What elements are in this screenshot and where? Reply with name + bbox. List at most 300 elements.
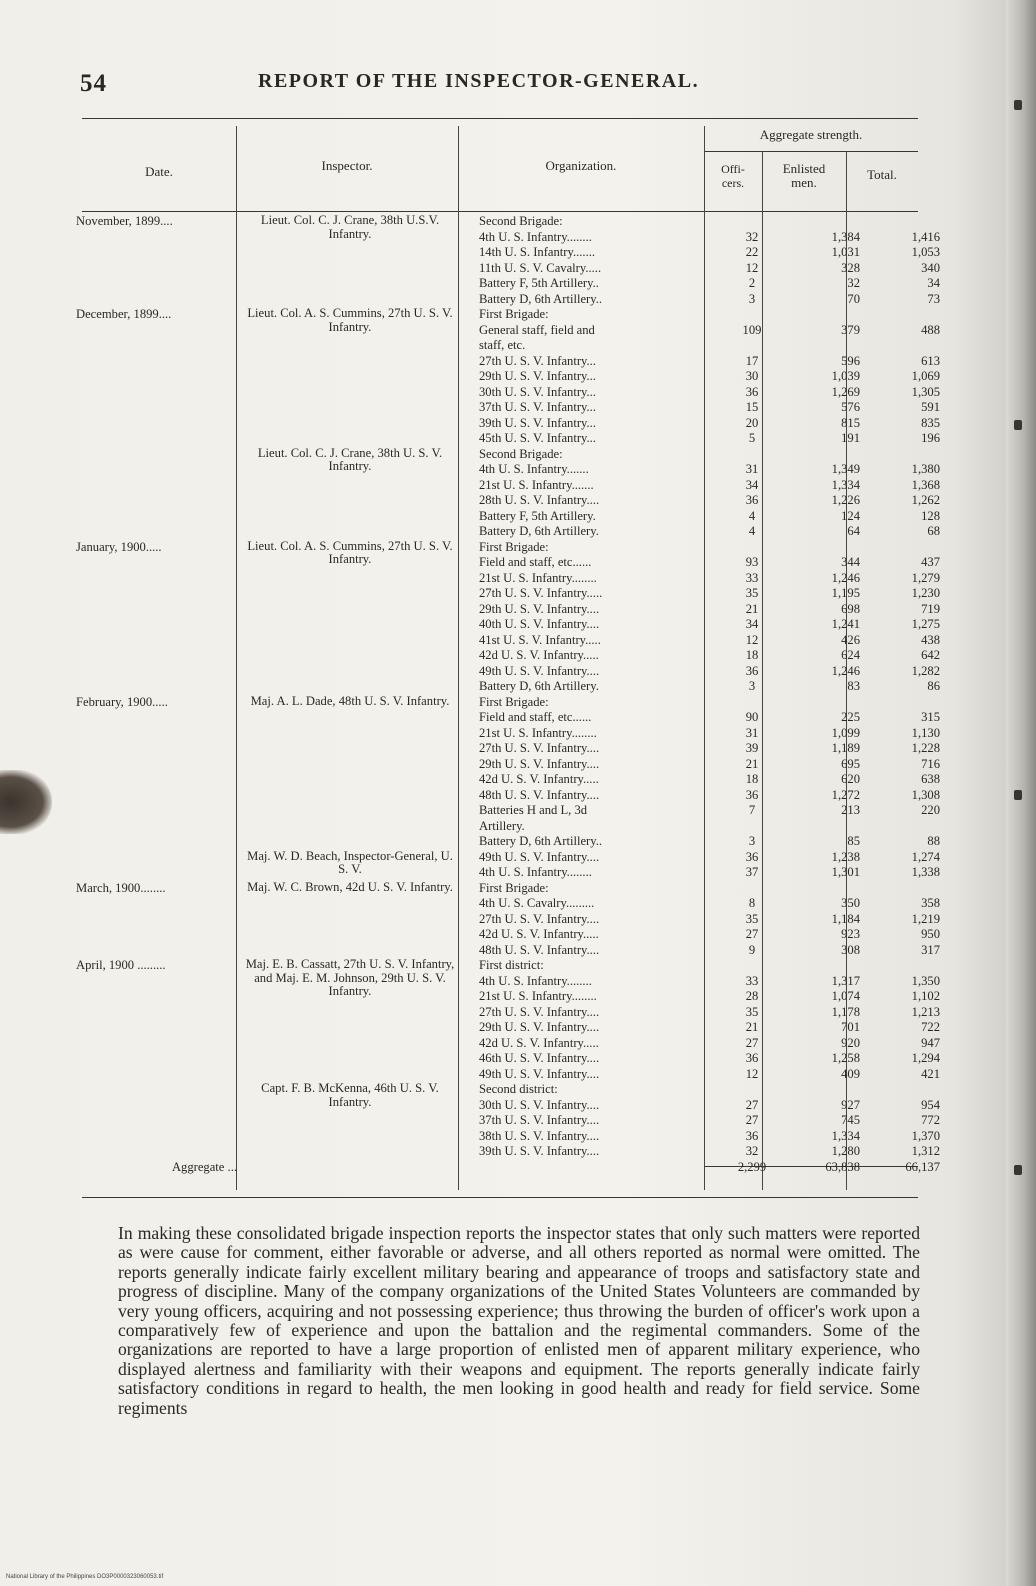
total-cell: 1,308	[911, 787, 940, 802]
enlisted-cell: 1,241	[831, 617, 860, 631]
officers-cell: 7	[748, 803, 756, 817]
table-row	[76, 354, 954, 370]
enlisted-cell: 1,246	[831, 570, 860, 585]
organization-cell: 29th U. S. V. Infantry....	[479, 601, 600, 616]
date-cell	[76, 276, 237, 292]
officers-cell: 33	[745, 570, 759, 585]
date-cell	[76, 912, 237, 928]
inspector-text: Lieut. Col. A. S. Cummins, 27th U. S. V. Infantry.	[247, 538, 453, 566]
inspector-text: Maj. A. L. Dade, 48th U. S. V. Infantry.	[250, 693, 450, 708]
date-cell	[76, 416, 237, 432]
officers-cell: 36	[745, 849, 759, 864]
organization-cell: First Brigade:	[479, 539, 549, 554]
table-row	[76, 865, 954, 881]
table-row	[76, 850, 954, 866]
inspector-cell	[237, 1036, 469, 1052]
enlisted-cell: 1,349	[831, 462, 860, 476]
date-cell	[76, 741, 237, 757]
table-row	[76, 1098, 954, 1114]
enlisted-cell: 1,178	[831, 1004, 860, 1019]
date-cell	[76, 292, 237, 308]
scanner-thumb	[0, 770, 52, 834]
table-row	[76, 741, 954, 757]
date-cell: April, 1900 .........	[76, 958, 166, 972]
officers-cell: 27	[745, 1097, 759, 1112]
inspector-text: Maj. W. D. Beach, Inspector-General, U. S. V.	[247, 848, 453, 876]
organization-cell: 48th U. S. V. Infantry....	[479, 787, 600, 802]
inspector-cell	[237, 338, 469, 354]
total-cell	[870, 307, 954, 323]
date-cell	[76, 493, 237, 509]
total-cell: 1,228	[911, 741, 940, 755]
organization-cell: Battery F, 5th Artillery..	[479, 276, 599, 290]
total-cell: 1,069	[911, 369, 940, 383]
organization-cell: 27th U. S. V. Infantry....	[479, 1004, 600, 1019]
inspector-cell	[237, 664, 469, 680]
enlisted-cell: 409	[841, 1066, 860, 1081]
officers-cell: 31	[745, 462, 759, 476]
total-cell: 73	[927, 291, 940, 306]
inspector-cell	[237, 276, 469, 292]
enlisted-cell	[778, 881, 870, 897]
scan-footer: National Library of the Philippines DO3P0000323060053.tif	[6, 1574, 164, 1580]
organization-cell: 27th U. S. V. Infantry.....	[479, 586, 603, 600]
organization-cell: Artillery.	[479, 818, 525, 833]
date-cell	[76, 633, 237, 649]
inspector-cell	[237, 1051, 469, 1067]
table-row	[76, 989, 954, 1005]
table-row	[76, 369, 954, 385]
date-cell	[76, 834, 237, 850]
organization-cell: 4th U. S. Infantry........	[479, 865, 592, 879]
table-row	[76, 1113, 954, 1129]
officers-cell: 27	[745, 1035, 759, 1050]
inspector-cell	[237, 416, 469, 432]
date-cell	[76, 261, 237, 277]
table-row	[76, 509, 954, 525]
officers-cell: 27	[745, 927, 759, 941]
table-row	[76, 710, 954, 726]
header-bottom-rule	[82, 211, 918, 212]
organization-cell: 42d U. S. V. Infantry.....	[479, 772, 599, 786]
enlisted-cell: 85	[847, 834, 860, 848]
header-enlisted: Enlisted men.	[782, 161, 826, 190]
inspector-cell	[237, 509, 469, 525]
inspector-cell	[237, 1020, 469, 1036]
enlisted-cell: 328	[841, 260, 860, 275]
enlisted-cell: 1,272	[831, 787, 860, 802]
date-cell	[76, 555, 237, 571]
enlisted-cell: 1,301	[831, 865, 860, 879]
total-cell	[870, 881, 954, 897]
enlisted-cell	[778, 447, 870, 463]
table-row	[76, 323, 954, 339]
date-cell	[76, 772, 237, 788]
date-cell	[76, 400, 237, 416]
date-cell	[76, 1129, 237, 1145]
officers-cell: 3	[748, 679, 756, 693]
running-title: REPORT OF THE INSPECTOR-GENERAL.	[258, 70, 700, 92]
organization-cell: 49th U. S. V. Infantry....	[479, 849, 600, 864]
date-cell	[76, 679, 237, 695]
total-cell: 613	[921, 353, 940, 368]
enlisted-cell: 701	[841, 1020, 860, 1034]
inspector-cell	[237, 741, 469, 757]
date-cell	[76, 757, 237, 773]
officers-cell: 12	[745, 260, 759, 275]
enlisted-cell: 927	[841, 1097, 860, 1112]
inspector-cell	[237, 431, 469, 447]
header-date: Date.	[145, 164, 173, 179]
total-cell: 128	[921, 508, 940, 523]
officers-cell: 17	[745, 353, 759, 368]
enlisted-cell: 695	[841, 756, 860, 771]
aggregate-row	[76, 1160, 954, 1176]
inspector-cell	[237, 943, 469, 959]
officers-cell: 18	[745, 648, 759, 662]
inspector-cell	[237, 400, 469, 416]
enlisted-cell: 923	[841, 927, 860, 941]
table-row	[76, 447, 954, 463]
table-row	[76, 617, 954, 633]
total-cell: 1,350	[911, 973, 940, 988]
total-cell: 340	[921, 260, 940, 275]
table-row	[76, 214, 954, 230]
inspector-text: Maj. E. B. Cassatt, 27th U. S. V. Infantry, and Maj. E. M. Johnson, 29th U. S. V. Infantry.	[245, 957, 455, 998]
inspector-cell	[237, 834, 469, 850]
total-cell: 1,338	[911, 865, 940, 879]
total-cell	[870, 447, 954, 463]
total-cell: 196	[921, 431, 940, 445]
date-cell	[76, 586, 237, 602]
date-cell	[76, 974, 237, 990]
date-cell	[76, 1020, 237, 1036]
aggregate-blank	[469, 1160, 726, 1176]
table-row	[76, 974, 954, 990]
header-aggregate-strength: Aggregate strength.	[759, 127, 863, 142]
total-cell: 34	[927, 276, 940, 290]
officers-cell: 28	[745, 989, 759, 1003]
date-cell	[76, 431, 237, 447]
date-cell	[76, 1082, 237, 1098]
enlisted-cell: 350	[841, 896, 860, 910]
organization-cell: 37th U. S. V. Infantry...	[479, 400, 596, 414]
date-cell: February, 1900.....	[76, 694, 168, 709]
enlisted-cell: 70	[847, 291, 860, 306]
total-cell: 86	[927, 679, 940, 693]
organization-cell: 4th U. S. Cavalry.........	[479, 896, 595, 910]
table-row	[76, 1144, 954, 1160]
inspector-cell	[237, 848, 469, 876]
inspector-cell	[237, 524, 469, 540]
table-row	[76, 1005, 954, 1021]
officers-cell	[726, 214, 778, 230]
officers-cell: 21	[745, 1020, 759, 1034]
organization-cell: Batteries H and L, 3d	[479, 803, 588, 817]
date-cell	[76, 819, 237, 835]
organization-cell: 11th U. S. V. Cavalry.....	[479, 260, 602, 275]
inspector-cell	[237, 957, 469, 998]
table-row	[76, 664, 954, 680]
enlisted-cell: 698	[841, 601, 860, 616]
enlisted-cell: 1,238	[831, 849, 860, 864]
table-row	[76, 943, 954, 959]
enlisted-cell: 1,246	[831, 663, 860, 678]
edge-mark	[1014, 420, 1022, 430]
enlisted-cell: 1,317	[831, 973, 860, 988]
date-cell	[76, 617, 237, 633]
table-row	[76, 478, 954, 494]
organization-cell: 4th U. S. Infantry........	[479, 973, 592, 988]
page-number: 54	[80, 70, 107, 97]
total-cell: 315	[921, 710, 940, 724]
inspector-cell	[237, 602, 469, 618]
officers-cell	[726, 540, 778, 556]
total-cell: 88	[927, 834, 940, 848]
total-cell	[870, 214, 954, 230]
organization-cell: 21st U. S. Infantry........	[479, 989, 597, 1003]
header-officers: Offi- cers.	[721, 162, 745, 190]
body-paragraph	[118, 1224, 920, 1418]
officers-cell: 34	[745, 477, 759, 492]
table-row	[76, 338, 954, 354]
total-cell: 438	[921, 632, 940, 647]
officers-cell: 35	[745, 1004, 759, 1019]
aggregate-officers: 2,299	[737, 1159, 767, 1174]
date-cell	[76, 726, 237, 742]
organization-cell: 42d U. S. V. Infantry.....	[479, 648, 599, 662]
inspector-cell	[237, 803, 469, 819]
organization-cell: Second Brigade:	[479, 446, 563, 461]
enlisted-cell: 1,258	[831, 1051, 860, 1065]
enlisted-cell	[778, 540, 870, 556]
table-row	[76, 927, 954, 943]
table-bottom-rule	[82, 1197, 918, 1198]
enlisted-cell: 1,269	[831, 384, 860, 399]
total-cell: 1,130	[911, 725, 940, 740]
table-row	[76, 555, 954, 571]
inspector-cell	[237, 493, 469, 509]
date-cell	[76, 509, 237, 525]
enlisted-cell: 1,039	[831, 369, 860, 383]
enlisted-cell: 1,334	[831, 477, 860, 492]
total-cell: 772	[921, 1113, 940, 1127]
officers-cell	[726, 307, 778, 323]
date-cell	[76, 648, 237, 664]
organization-cell: 21st U. S. Infantry.......	[479, 477, 594, 492]
organization-cell: 29th U. S. V. Infantry....	[479, 1020, 600, 1034]
enlisted-cell: 624	[841, 648, 860, 662]
officers-cell	[726, 447, 778, 463]
table-row	[76, 772, 954, 788]
inspector-cell	[237, 617, 469, 633]
organization-cell: 42d U. S. V. Infantry.....	[479, 927, 599, 941]
total-cell: 1,305	[911, 384, 940, 399]
enlisted-cell: 1,184	[831, 911, 860, 926]
edge-mark	[1014, 1165, 1022, 1175]
strength-table-body	[76, 214, 954, 1175]
total-cell: 1,370	[911, 1128, 940, 1143]
date-cell	[76, 927, 237, 943]
table-row	[76, 385, 954, 401]
inspector-cell	[237, 445, 469, 473]
officers-cell: 36	[745, 1128, 759, 1143]
total-cell: 68	[927, 524, 940, 538]
inspector-text: Maj. W. C. Brown, 42d U. S. V. Infantry.	[247, 879, 453, 894]
inspector-cell	[237, 927, 469, 943]
inspector-text: Lieut. Col. C. J. Crane, 38th U. S. V. Infantry.	[257, 445, 443, 473]
officers-cell	[726, 1082, 778, 1098]
organization-cell: 14th U. S. Infantry.......	[479, 245, 596, 259]
officers-cell: 32	[745, 229, 759, 244]
organization-cell: 45th U. S. V. Infantry...	[479, 431, 596, 445]
date-cell	[76, 338, 237, 354]
date-cell	[76, 1005, 237, 1021]
date-cell	[76, 524, 237, 540]
officers-cell: 90	[745, 710, 759, 724]
organization-cell: 27th U. S. V. Infantry....	[479, 741, 600, 755]
date-cell	[76, 865, 237, 881]
officers-cell: 36	[745, 1051, 759, 1065]
total-cell: 591	[921, 400, 940, 414]
enlisted-cell: 124	[841, 508, 860, 523]
organization-cell: 30th U. S. V. Infantry....	[479, 1097, 600, 1112]
organization-cell: First Brigade:	[479, 307, 549, 321]
table-row	[76, 400, 954, 416]
total-cell: 638	[921, 772, 940, 786]
organization-cell: 29th U. S. V. Infantry....	[479, 756, 600, 771]
enlisted-cell: 1,074	[831, 989, 860, 1003]
table-row	[76, 261, 954, 277]
table-row	[76, 695, 954, 711]
officers-cell: 35	[745, 911, 759, 926]
inspector-cell	[237, 633, 469, 649]
enlisted-cell: 64	[847, 524, 860, 538]
officers-cell: 93	[745, 555, 759, 569]
table-row	[76, 757, 954, 773]
date-cell	[76, 710, 237, 726]
enlisted-cell: 1,195	[831, 586, 860, 600]
total-cell: 716	[921, 756, 940, 771]
enlisted-cell: 191	[841, 431, 860, 445]
inspector-cell	[237, 1005, 469, 1021]
total-cell: 437	[921, 555, 940, 569]
enlisted-cell: 620	[841, 772, 860, 786]
paragraph-text: In making these consolidated brigade inspection reports the inspector states that only such matters were reported as were cause for comment, either favorable or adverse, and all others reported as normal were omitted. The reports generally indicate fairly excellent military bearing and appearance of troops and satisfactory state and progress of discipline. Many of the company organizations of the United States Volunteers are commanded by very young officers, acquiring and not possessing experience; thus throwing the burden of officer's work upon a comparatively few of experience and upon the battalion and the regimental commanders. Some of the organizations are reported to have a large proportion of enlisted men of apparent military experience, who displayed alertness and familiarity with their weapons and equipment. The reports generally indicate fairly satisfactory conditions in regard to health, the men looking in good health and ready for field service. Some regiments	[118, 1223, 920, 1418]
table-row	[76, 292, 954, 308]
total-cell	[870, 819, 954, 835]
officers-cell	[726, 338, 778, 354]
inspector-cell	[237, 306, 469, 334]
total-cell: 722	[921, 1020, 940, 1034]
organization-cell: Battery F, 5th Artillery.	[479, 508, 596, 523]
enlisted-cell	[778, 958, 870, 974]
date-cell	[76, 803, 237, 819]
table-row	[76, 834, 954, 850]
date-cell	[76, 571, 237, 587]
inspector-cell	[237, 881, 469, 897]
officers-cell: 31	[745, 725, 759, 740]
date-cell	[76, 1051, 237, 1067]
inspector-cell	[237, 710, 469, 726]
officers-cell: 21	[745, 601, 759, 616]
officers-cell: 36	[745, 493, 759, 507]
total-cell: 642	[921, 648, 940, 662]
organization-cell: staff, etc.	[479, 338, 526, 352]
organization-cell: 40th U. S. V. Infantry....	[479, 617, 600, 631]
inspector-cell	[237, 788, 469, 804]
organization-cell: Second Brigade:	[479, 214, 563, 228]
officers-cell: 30	[745, 369, 759, 383]
enlisted-cell: 213	[841, 803, 860, 817]
organization-cell: 39th U. S. V. Infantry....	[479, 1144, 600, 1158]
officers-cell: 3	[748, 834, 756, 848]
organization-cell: 48th U. S. V. Infantry....	[479, 942, 600, 957]
inspector-cell	[237, 245, 469, 261]
organization-cell: 21st U. S. Infantry........	[479, 570, 597, 585]
organization-cell: 4th U. S. Infantry........	[479, 229, 592, 244]
officers-cell: 3	[748, 291, 756, 306]
organization-cell: 27th U. S. V. Infantry...	[479, 353, 596, 368]
enlisted-cell: 32	[847, 276, 860, 290]
organization-cell: Second district:	[479, 1082, 558, 1096]
inspector-text: Lieut. Col. C. J. Crane, 38th U.S.V. Infantry.	[260, 213, 440, 241]
officers-cell: 12	[745, 632, 759, 647]
organization-cell: Field and staff, etc......	[479, 555, 592, 569]
officers-cell: 4	[748, 524, 756, 538]
enlisted-cell	[778, 1082, 870, 1098]
enlisted-cell	[778, 695, 870, 711]
enlisted-cell: 1,189	[831, 741, 860, 755]
header-organization: Organization.	[545, 158, 617, 173]
date-cell: January, 1900.....	[76, 539, 162, 554]
table-row	[76, 788, 954, 804]
table-row	[76, 1067, 954, 1083]
table-row	[76, 958, 954, 974]
aggregate-subrule	[704, 151, 918, 152]
total-cell	[870, 540, 954, 556]
inspector-cell	[237, 571, 469, 587]
enlisted-cell: 1,099	[831, 725, 860, 740]
organization-cell: 27th U. S. V. Infantry....	[479, 911, 600, 926]
enlisted-cell	[778, 307, 870, 323]
table-row	[76, 1082, 954, 1098]
date-cell	[76, 1067, 237, 1083]
enlisted-cell: 1,280	[831, 1144, 860, 1158]
date-cell	[76, 850, 237, 866]
total-cell: 1,312	[911, 1144, 940, 1158]
organization-cell: First Brigade:	[479, 694, 549, 709]
organization-cell: 49th U. S. V. Infantry....	[479, 1066, 600, 1081]
date-cell	[76, 1036, 237, 1052]
aggregate-label: Aggregate ...	[171, 1159, 237, 1174]
organization-cell: Battery D, 6th Artillery..	[479, 291, 602, 306]
organization-cell: 4th U. S. Infantry.......	[479, 462, 589, 476]
enlisted-cell	[778, 338, 870, 354]
enlisted-cell	[778, 819, 870, 835]
organization-cell: Field and staff, etc......	[479, 710, 592, 724]
table-row	[76, 602, 954, 618]
organization-cell: 37th U. S. V. Infantry....	[479, 1113, 600, 1127]
total-cell: 1,262	[911, 493, 940, 507]
total-cell	[870, 338, 954, 354]
inspector-text: Lieut. Col. A. S. Cummins, 27th U. S. V. Infantry.	[247, 306, 453, 334]
total-cell: 317	[921, 942, 940, 957]
officers-cell: 15	[745, 400, 759, 414]
date-cell	[76, 323, 237, 339]
strength-table	[76, 214, 954, 1175]
organization-cell: 28th U. S. V. Infantry....	[479, 493, 600, 507]
